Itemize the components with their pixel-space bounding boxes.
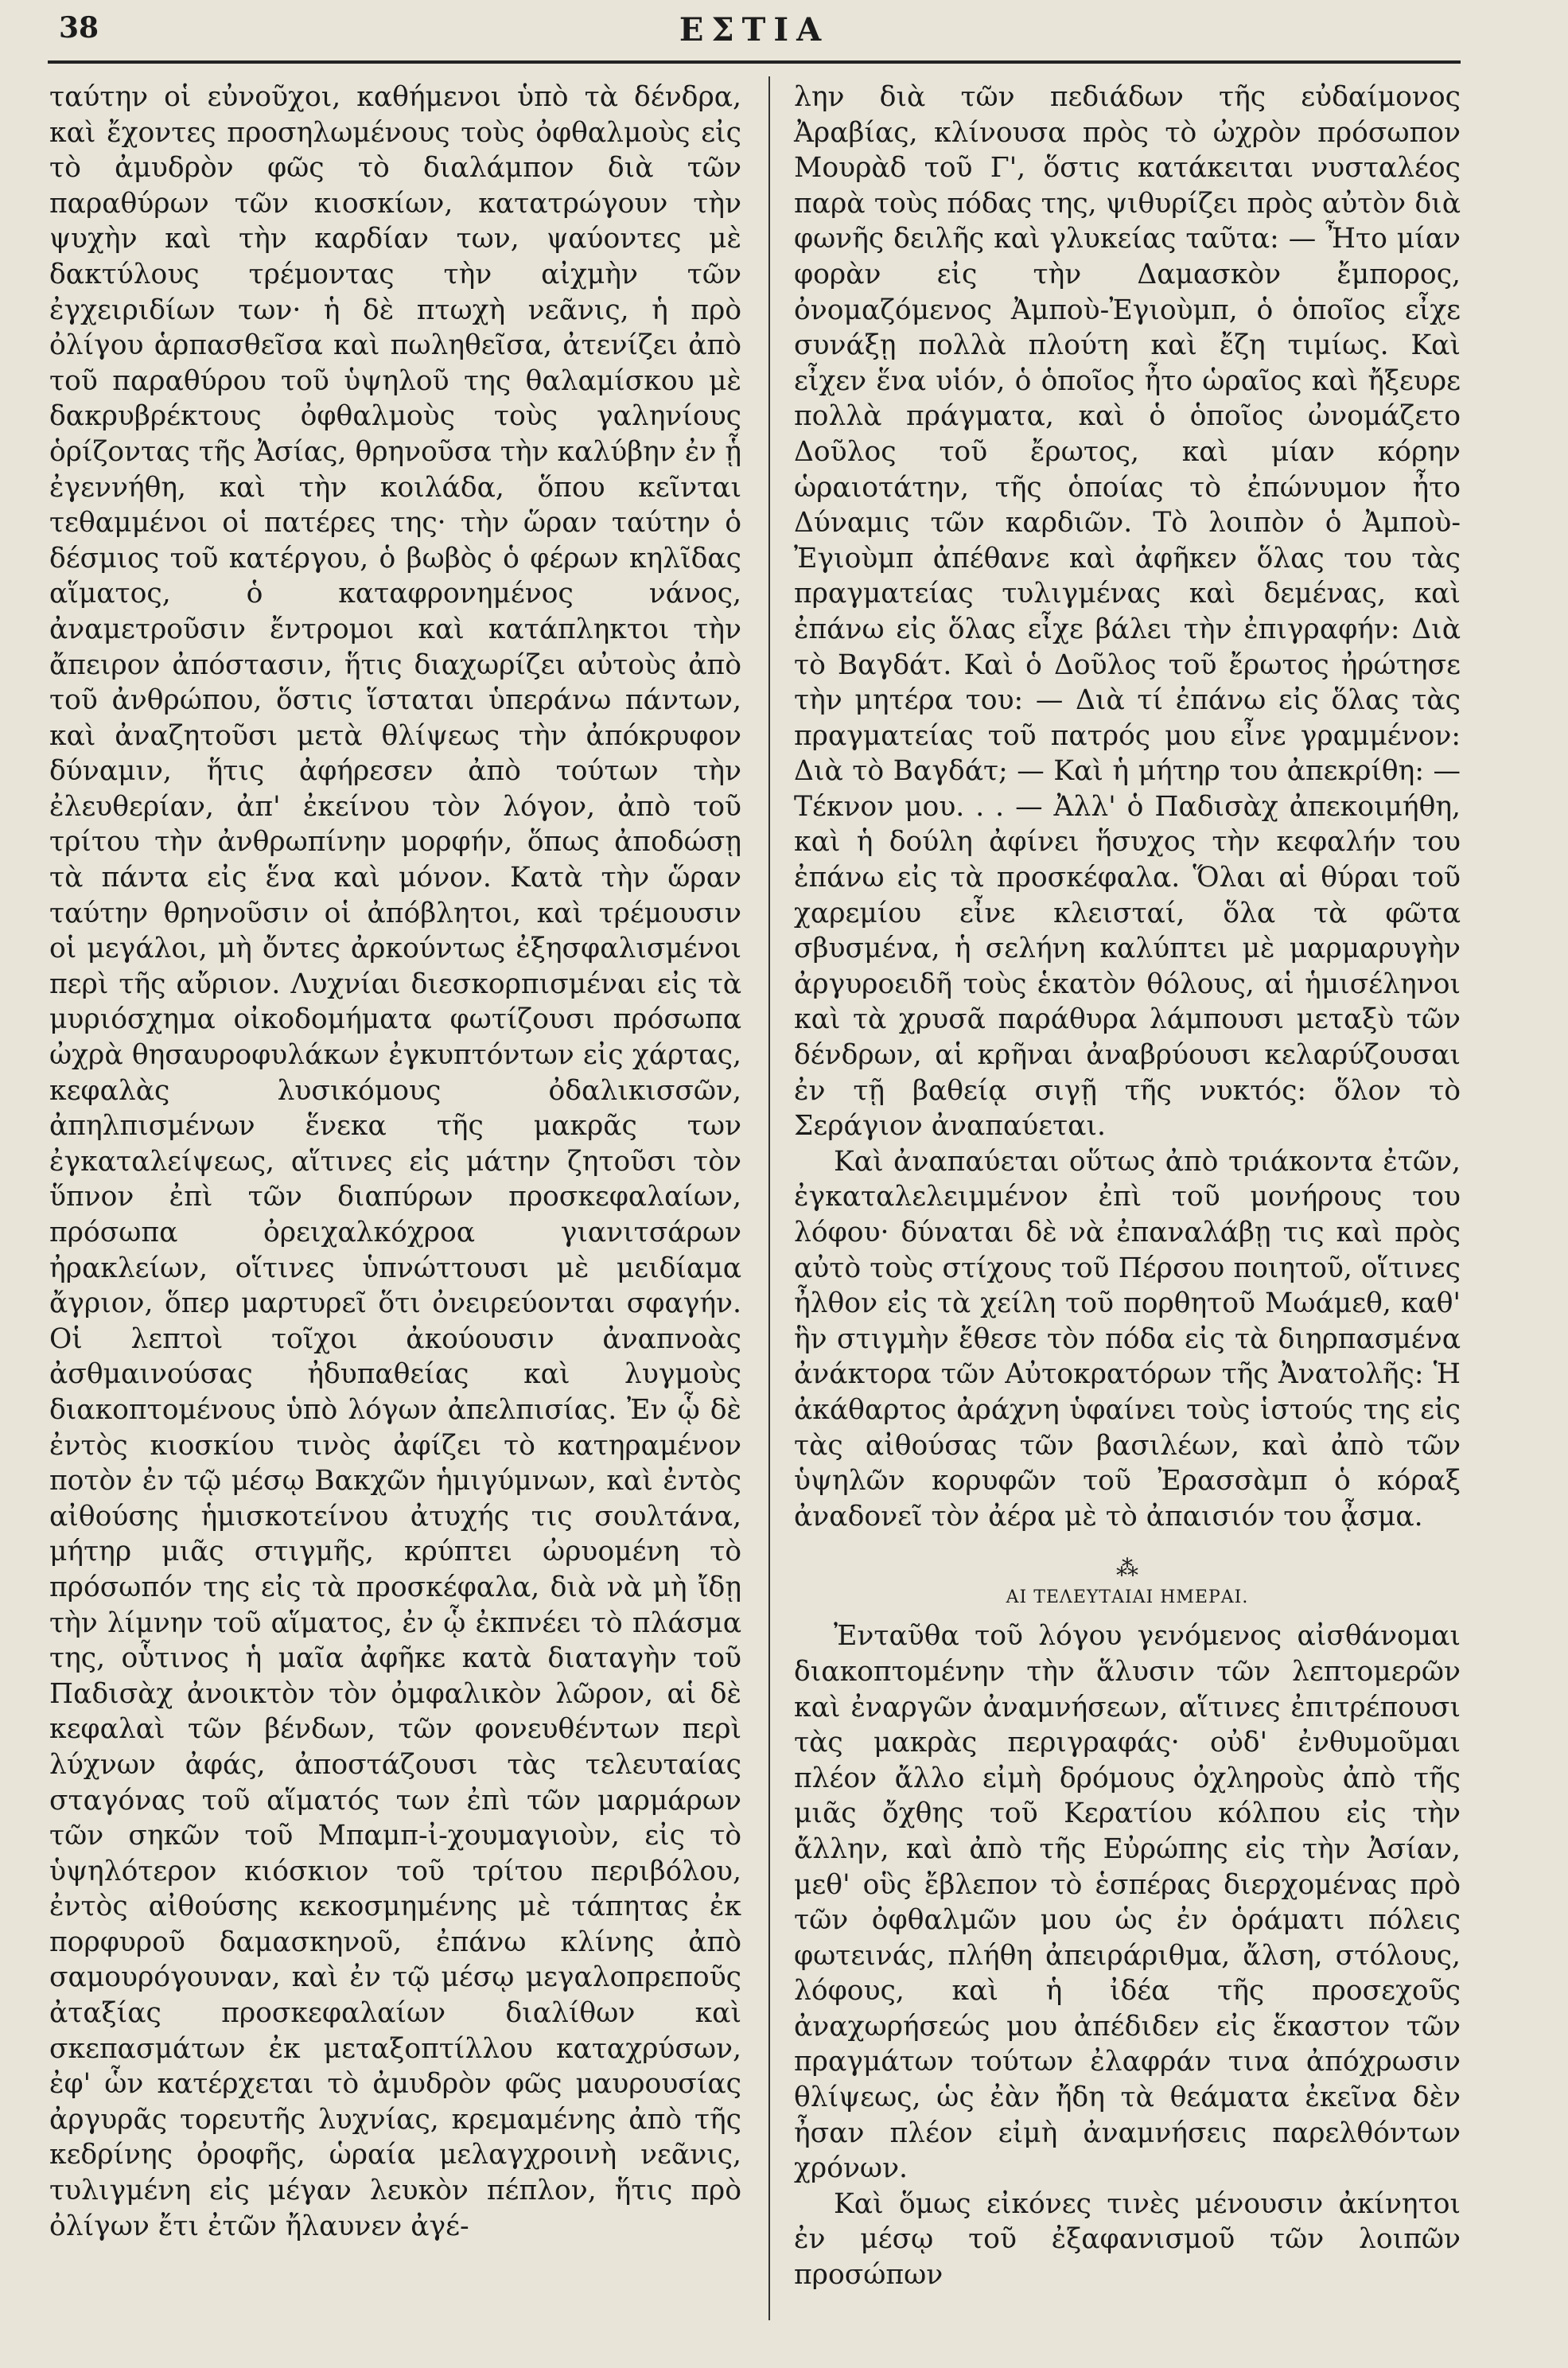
right-paragraph-continuation: λην διὰ τῶν πεδιάδων τῆς εὐδαίμονος Ἀραβίας, κλίνουσα πρὸς τὸ ὠχρὸν πρόσωπον Μουρὰδ τοῦ Γ', ὅστις κατάκειται νυσταλέος παρὰ τοὺς πόδας της, ψιθυρίζει πρὸς αὐτὸν διὰ φωνῆς δειλῆς καὶ γλυκείας ταῦτα: — Ἦτο μίαν φορὰν εἰς τὴν Δαμασκὸν ἔμπορος, ὀνομαζόμενος Ἀμποὺ-Ἐγιοὺμπ, ὁ ὁποῖος εἶχε συνάξῃ πολλὰ πλούτη καὶ ἔζη τιμίως. Καὶ εἶχεν ἕνα υἱόν, ὁ ὁποῖος ἦτο ὡραῖος καὶ ἤξευρε πολλὰ πράγματα, καὶ ὁ ὁποῖος ὠνομάζετο Δοῦλος τοῦ ἔρωτος, καὶ μίαν κόρην ὡραιοτάτην, τῆς ὁποίας τὸ ἐπώνυμον ἦτο Δύναμις τῶν καρδιῶν. Τὸ λοιπὸν ὁ Ἀμποὺ-Ἐγιοὺμπ ἀπέθανε καὶ ἀφῆκεν ὅλας του τὰς πραγματείας τυλιγμένας καὶ δεμένας, καὶ ἐπάνω εἰς ὅλας εἶχε βάλει τὴν ἐπιγραφήν: Διὰ τὸ Βαγδάτ. Καὶ ὁ Δοῦλος τοῦ ἔρωτος ἠρώτησε τὴν μητέρα του: — Διὰ τί ἐπάνω εἰς ὅλας τὰς πραγματείας τοῦ πατρός μου εἶνε γραμμένον: Διὰ τὸ Βαγδάτ; — Καὶ ἡ μήτηρ του ἀπεκρίθη: — Τέκνον μου. . . — Ἀλλ' ὁ Παδισὰχ ἀπεκοιμήθη, καὶ ἡ δούλη ἀφίνει ἥσυχος τὴν κεφαλήν του ἐπάνω εἰς τὰ προσκέφαλα. Ὅλαι αἱ θύραι τοῦ χαρεμίου εἶνε κλεισταί, ὅλα τὰ φῶτα σβυσμένα, ἡ σελήνη καλύπτει μὲ μαρμαρυγὴν ἀργυροειδῆ τοὺς ἑκατὸν θόλους, αἱ ἡμισέληνοι καὶ τὰ χρυσᾶ παράθυρα λάμπουσι μεταξὺ τῶν δένδρων, αἱ κρῆναι ἀναβρύουσι κελαρύζουσαι ἐν τῇ βαθείᾳ σιγῇ τῆς νυκτός: ὅλον τὸ Σεράγιον ἀναπαύεται. — [794, 81, 1461, 1143]
right-paragraph-images: Καὶ ὅμως εἰκόνες τινὲς μένουσιν ἀκίνητοι ἐν μέσῳ τοῦ ἐξαφανισμοῦ τῶν λοιπῶν προσώπων — [794, 2187, 1461, 2292]
header-rule — [48, 60, 1461, 64]
right-paragraph-seraglio: Καὶ ἀναπαύεται οὕτως ἀπὸ τριάκοντα ἐτῶν, ἐγκαταλελειμμένον ἐπὶ τοῦ μονήρους του λόφου· δύναται δὲ νὰ ἐπαναλάβῃ τις καὶ πρὸς αὐτὸ τοὺς στίχους τοῦ Πέρσου ποιητοῦ, οἵτινες ἦλθον εἰς τὰ χείλη τοῦ πορθητοῦ Μωάμεθ, καθ' ἣν στιγμὴν ἔθεσε τὸν πόδα εἰς τὰ διηρπασμένα ἀνάκτορα τῶν Αὐτοκρατόρων τῆς Ἀνατολῆς: Ἡ ἀκάθαρτος ἀράχνη ὑφαίνει τοὺς ἱστούς της εἰς τὰς αἰθούσας τῶν βασιλέων, καὶ ἀπὸ τῶν ὑψηλῶν κορυφῶν τοῦ Ἐρασσὰμπ ὁ κόραξ ἀναδονεῖ τὸν ἀέρα μὲ τὸ ἀπαισιόν του ᾆσμα. — [794, 1145, 1461, 1533]
journal-title: ΕΣΤΙΑ — [679, 11, 830, 49]
section-stars: ⁂ — [1116, 1555, 1138, 1582]
column-divider — [768, 76, 770, 2320]
section-heading: ΑΙ ΤΕΛΕΥΤΑΙΑΙ ΗΜΕΡΑΙ. — [1006, 1587, 1249, 1608]
right-paragraph-last-days: Ἐνταῦθα τοῦ λόγου γενόμενος αἰσθάνομαι διακοπτομένην τὴν ἅλυσιν τῶν λεπτομερῶν καὶ ἐναργῶν ἀναμνήσεων, αἵτινες ἐπιτρέπουσι τὰς μακρὰς περιγραφάς· οὐδ' ἐνθυμοῦμαι πλέον ἄλλο εἰμὴ δρόμους ὀχληροὺς ἀπὸ τῆς μιᾶς ὄχθης τοῦ Κερατίου κόλπου εἰς τὴν ἄλλην, καὶ ἀπὸ τῆς Εὐρώπης εἰς τὴν Ἀσίαν, μεθ' οὓς ἔβλεπον τὸ ἑσπέρας διερχομένας πρὸ τῶν ὀφθαλμῶν μου ὡς ἐν ὁράματι πόλεις φωτεινάς, πλήθη ἀπειράριθμα, ἄλση, στόλους, λόφους, καὶ ἡ ἰδέα τῆς προσεχοῦς ἀναχωρήσεώς μου ἀπέδιδεν εἰς ἕκαστον τῶν πραγμάτων τούτων ἐλαφράν τινα ἀπόχρωσιν θλίψεως, ὡς ἐὰν ἤδη τὰ θεάματα ἐκεῖνα δὲν ἦσαν πλέον εἰμὴ ἀναμνήσεις παρελθόντων χρόνων. — [794, 1620, 1461, 2185]
page-number: 38 — [59, 11, 99, 45]
page-header — [48, 11, 1461, 56]
left-column — [49, 80, 741, 2244]
left-paragraph: ταύτην οἱ εὐνοῦχοι, καθήμενοι ὑπὸ τὰ δένδρα, καὶ ἔχοντες προσηλωμένους τοὺς ὀφθαλμοὺς εἰς τὸ ἀμυδρὸν φῶς τὸ διαλάμπον διὰ τῶν παραθύρων τῶν κιοσκίων, κατατρώγουν τὴν ψυχὴν καὶ τὴν καρδίαν των, ψαύοντες μὲ δακτύλους τρέμοντας τὴν αἰχμὴν τῶν ἐγχειριδίων των· ἡ δὲ πτωχὴ νεᾶνις, ἡ πρὸ ὀλίγου ἁρπασθεῖσα καὶ πωληθεῖσα, ἀτενίζει ἀπὸ τοῦ παραθύρου τοῦ ὑψηλοῦ της θαλαμίσκου μὲ δακρυβρέκτους ὀφθαλμοὺς τοὺς γαληνίους ὁρίζοντας τῆς Ἀσίας, θρηνοῦσα τὴν καλύβην ἐν ᾗ ἐγεννήθη, καὶ τὴν κοιλάδα, ὅπου κεῖνται τεθαμμένοι οἱ πατέρες της· τὴν ὥραν ταύτην ὁ δέσμιος τοῦ κατέργου, ὁ βωβὸς ὁ φέρων κηλῖδας αἵματος, ὁ καταφρονημένος νάνος, ἀναμετροῦσιν ἔντρομοι καὶ κατάπληκτοι τὴν ἄπειρον ἀπόστασιν, ἥτις διαχωρίζει αὐτοὺς ἀπὸ τοῦ ἀνθρώπου, ὅστις ἵσταται ὑπεράνω πάντων, καὶ ἀναζητοῦσι μετὰ θλίψεως τὴν ἀπόκρυφον δύναμιν, ἥτις ἀφήρεσεν ἀπὸ τούτων τὴν ἐλευθερίαν, ἀπ' ἐκείνου τὸν λόγον, ἀπὸ τοῦ τρίτου τὴν ἀνθρωπίνην μορφήν, ὅπως ἀποδώσῃ τὰ πάντα εἰς ἕνα καὶ μόνον. Κατὰ τὴν ὥραν ταύτην θρηνοῦσιν οἱ ἀπόβλητοι, καὶ τρέμουσιν οἱ μεγάλοι, μὴ ὄντες ἀρκούντως ἐξησφαλισμένοι περὶ τῆς αὔριον. Λυχνίαι διεσκορπισμέναι εἰς τὰ μυριόσχημα οἰκοδομήματα φωτίζουσι πρόσωπα ὠχρὰ θησαυροφυλάκων ἐγκυπτόντων εἰς χάρτας, κεφαλὰς λυσικόμους ὀδαλικισσῶν, ἀπηλπισμένων ἕνεκα τῆς μακρᾶς των ἐγκαταλείψεως, αἵτινες εἰς μάτην ζητοῦσι τὸν ὕπνον ἐπὶ τῶν διαπύρων προσκεφαλαίων, πρόσωπα ὀρειχαλκόχροα γιανιτσάρων ἠρακλείων, οἵτινες ὑπνώττουσι μὲ μειδίαμα ἄγριον, ὅπερ μαρτυρεῖ ὅτι ὀνειρεύονται σφαγήν. Οἱ λεπτοὶ τοῖχοι ἀκούουσιν ἀναπνοὰς ἀσθμαινούσας ἠδυπαθείας καὶ λυγμοὺς διακοπτομένους ὑπὸ λόγων ἀπελπισίας. Ἐν ᾧ δὲ ἐντὸς κιοσκίου τινὸς ἀφίζει τὸ κατηραμένον ποτὸν ἐν τῷ μέσῳ Βακχῶν ἡμιγύμνων, καὶ ἐντὸς αἰθούσης ἡμισκοτείνου ἀτυχής τις σουλτάνα, μήτηρ μιᾶς στιγμῆς, κρύπτει ὠρυομένη τὸ πρόσωπόν της εἰς τὰ προσκέφαλα, διὰ νὰ μὴ ἴδῃ τὴν λίμνην τοῦ αἵματος, ἐν ᾧ ἐκπνέει τὸ πλάσμα της, οὗτινος ἡ μαῖα ἀφῆκε κατὰ διαταγὴν τοῦ Παδισὰχ ἀνοικτὸν τὸν ὀμφαλικὸν λῶρον, αἱ δὲ κεφαλαὶ τῶν βένδων, τῶν φονευθέντων περὶ λύχνων ἀφάς, ἀποστάζουσι τὰς τελευταίας σταγόνας τοῦ αἵματός των ἐπὶ τῶν μαρμάρων τῶν σηκῶν τοῦ Μπαμπ-ἰ-χουμαγιοὺν, εἰς τὸ ὑψηλότερον κιόσκιον τοῦ τρίτου περιβόλου, ἐντὸς αἰθούσης κεκοσμημένης μὲ τάπητας ἐκ πορφυροῦ δαμασκηνοῦ, ἐπάνω κλίνης ἀπὸ σαμουρόγουναν, καὶ ἐν τῷ μέσῳ μεγαλοπρεποῦς ἀταξίας προσκεφαλαίων διαλίθων καὶ σκεπασμάτων ἐκ μεταξοπτίλλου καταχρύσων, ἐφ' ὧν κατέρχεται τὸ ἀμυδρὸν φῶς μαυρουσίας ἀργυρᾶς τορευτῆς λυχνίας, κρεμαμένης ἀπὸ τῆς κεδρίνης ὀροφῆς, ὡραία μελαγχροινὴ νεᾶνις, τυλιγμένη εἰς μέγαν λευκὸν πέπλον, ἥτις πρὸ ὀλίγων ἔτι ἐτῶν ἤλαυνεν ἀγέ- — [49, 81, 741, 2242]
right-column — [794, 80, 1461, 2293]
